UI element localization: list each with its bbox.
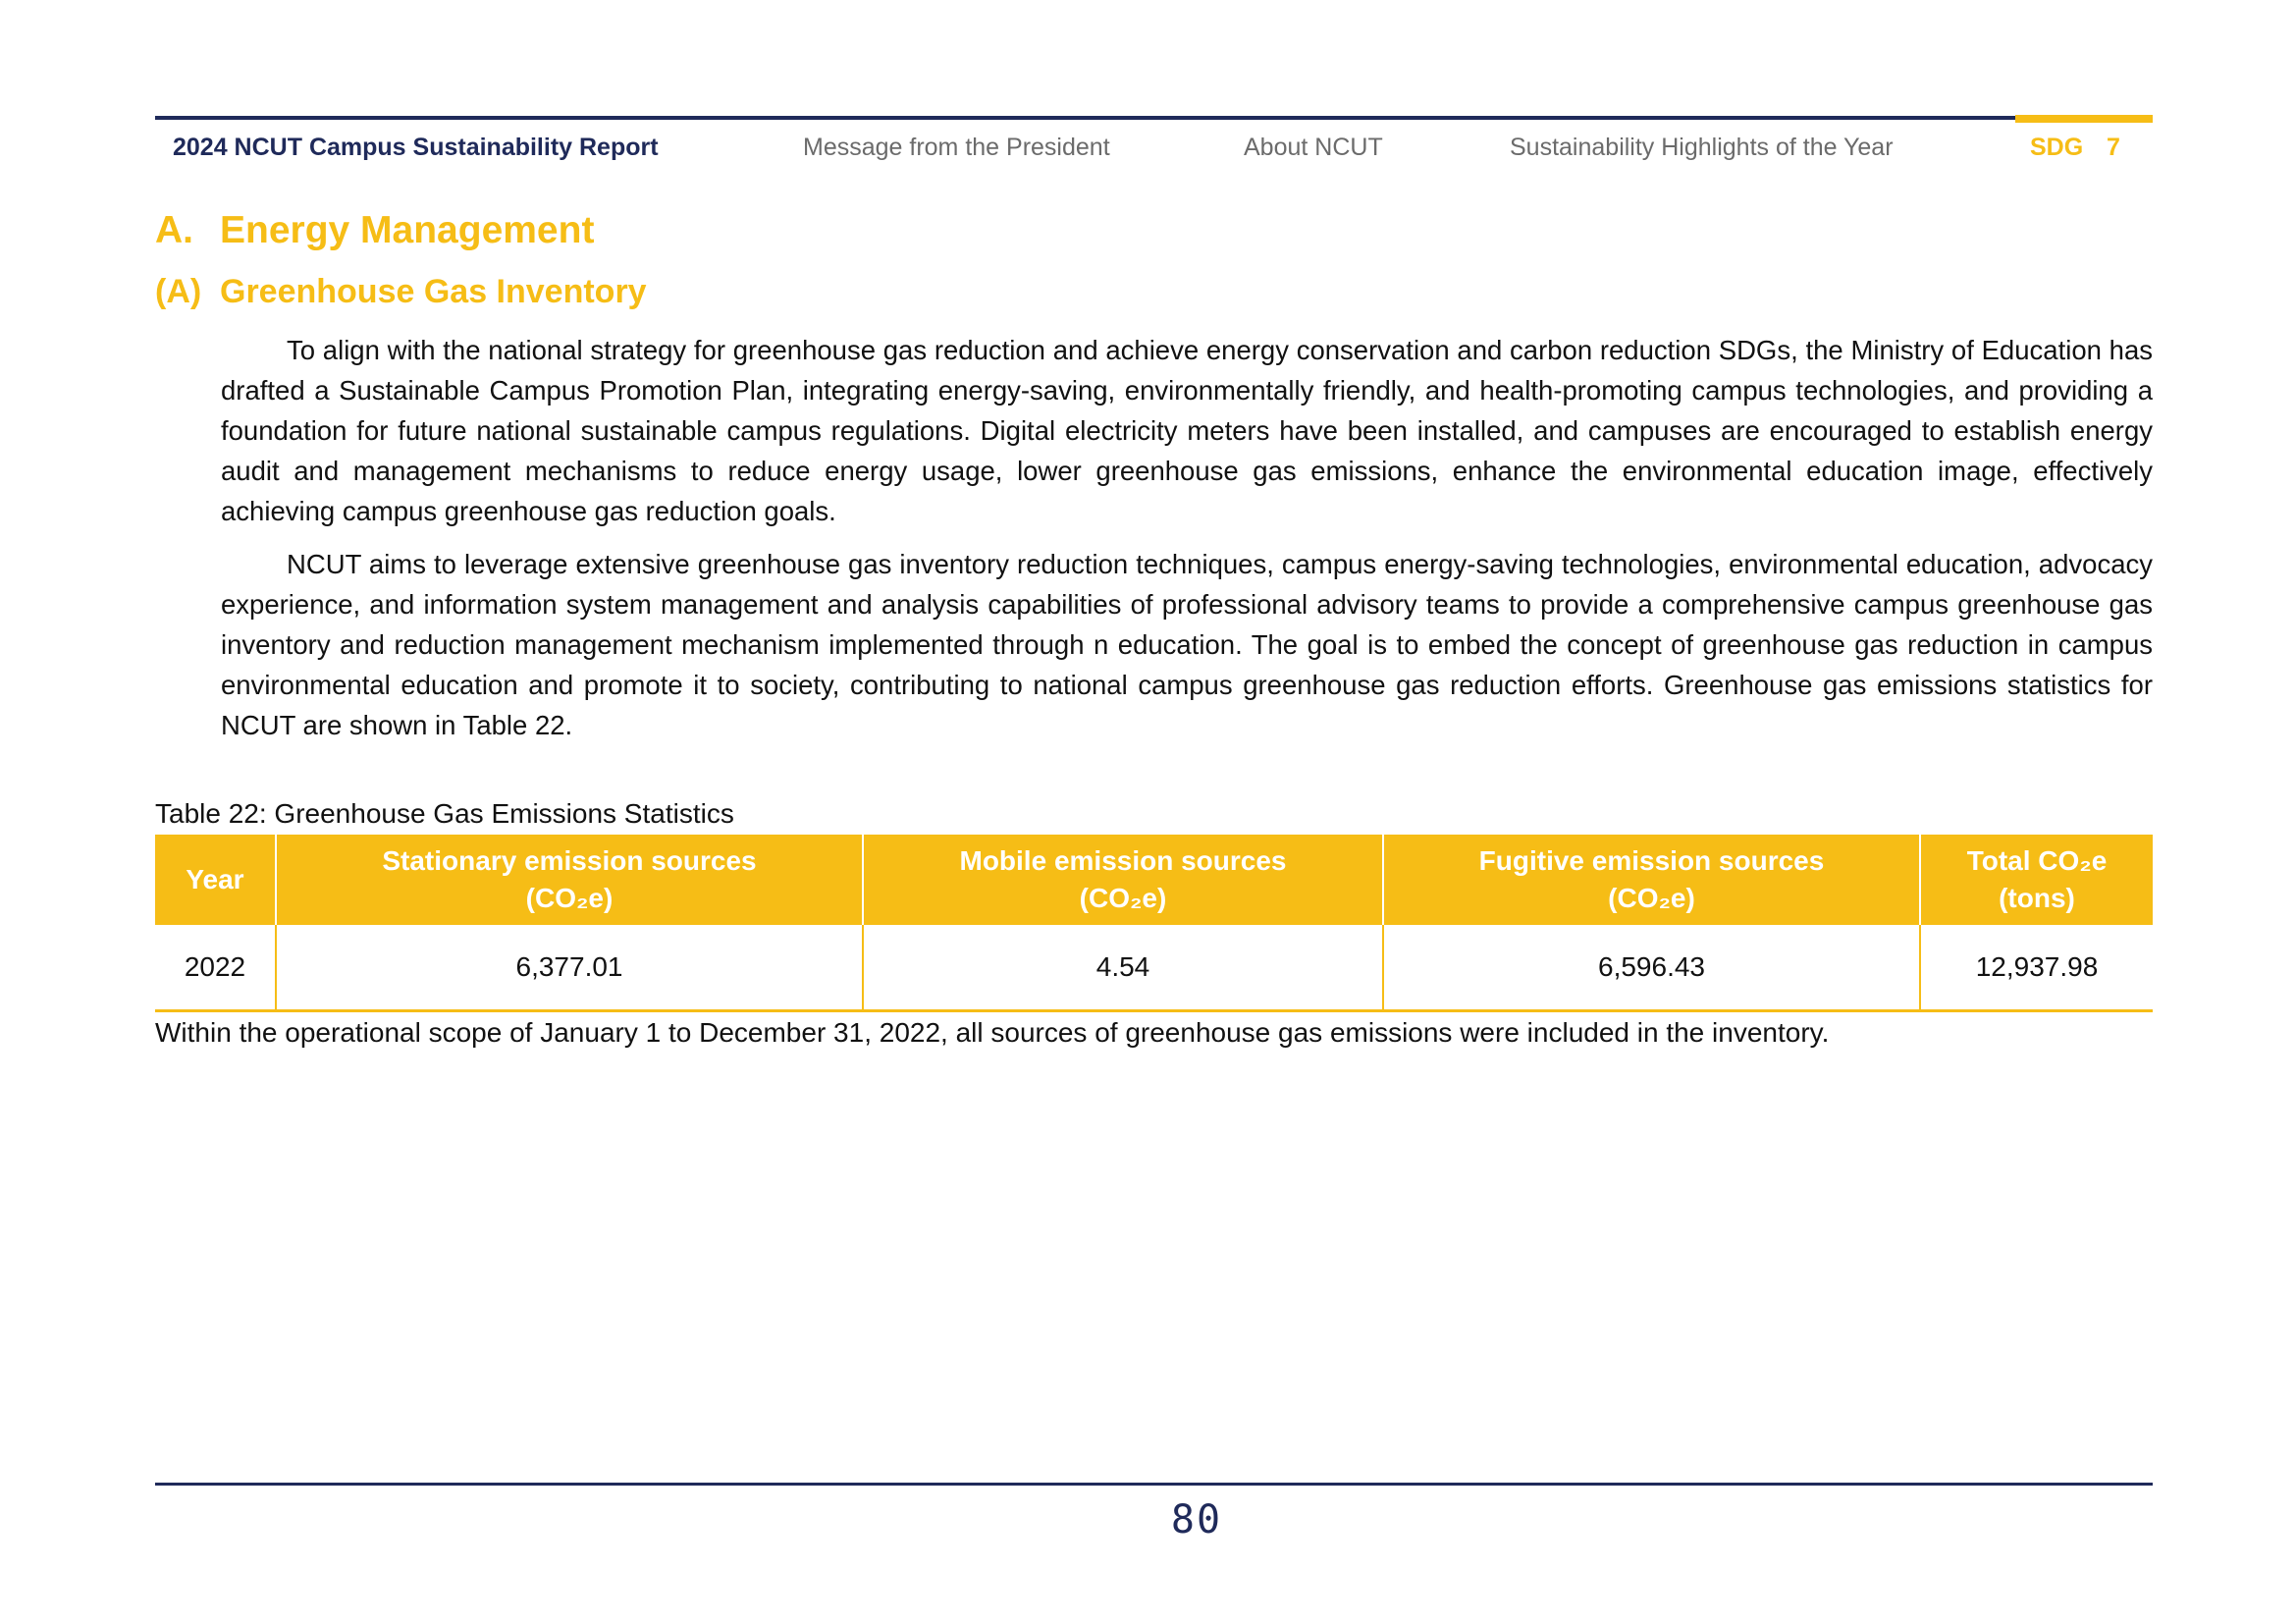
table-header-row <box>155 835 2153 925</box>
subsection-heading <box>155 272 647 311</box>
report-title: 2024 NCUT Campus Sustainability Report <box>173 134 659 161</box>
nav-link-about-ncut[interactable]: About NCUT <box>1244 134 1383 161</box>
page-header <box>155 116 2153 167</box>
nav-link-president-message[interactable]: Message from the President <box>803 134 1110 161</box>
page-number: 80 <box>1170 1497 1223 1543</box>
cell-year: 2022 <box>155 925 276 1011</box>
table-row <box>155 925 2153 1011</box>
nav-link-sustainability-highlights[interactable]: Sustainability Highlights of the Year <box>1510 134 1894 161</box>
cell-total: 12,937.98 <box>1920 925 2153 1011</box>
header-rule-navy <box>155 116 2015 120</box>
sdg-label: SDG <box>2030 134 2084 161</box>
sdg-number: 7 <box>2107 134 2120 161</box>
table-note: Within the operational scope of January 1 to December 31, 2022, all sources of greenhouse gas emissions were included in the inventory. <box>155 1017 1830 1048</box>
body-paragraph-2: NCUT aims to leverage extensive greenhouse gas inventory reduction techniques, campus energy-saving technologies, environmental education, advocacy experience, and information system management and analysis capabilities of professional advisory teams to provide a comprehensive campus greenhouse gas inventory and reduction management mechanism implemented through n education. The goal is to embed the concept of greenhouse gas reduction in campus environmental education and promote it to society, contributing to national campus greenhouse gas reduction efforts. Greenhouse gas emissions statistics for NCUT are shown in Table 22. <box>221 549 2153 740</box>
subsection-marker: (A) <box>155 273 202 310</box>
cell-stationary: 6,377.01 <box>276 925 863 1011</box>
section-marker: A. <box>155 209 193 251</box>
cell-fugitive: 6,596.43 <box>1383 925 1920 1011</box>
section-heading <box>155 208 594 253</box>
header-mobile: Mobile emission sources (CO₂e) <box>863 835 1383 925</box>
cell-mobile: 4.54 <box>863 925 1383 1011</box>
table-caption: Table 22: Greenhouse Gas Emissions Statistics <box>155 798 734 829</box>
header-stationary: Stationary emission sources (CO₂e) <box>276 835 863 925</box>
header-rule-accent <box>2015 115 2153 123</box>
header-total: Total CO₂e (tons) <box>1920 835 2153 925</box>
header-fugitive: Fugitive emission sources (CO₂e) <box>1383 835 1920 925</box>
header-year: Year <box>155 835 276 925</box>
ghg-emissions-table <box>155 835 2153 1012</box>
subsection-title: Greenhouse Gas Inventory <box>220 273 647 310</box>
section-title: Energy Management <box>220 209 595 251</box>
footer-rule <box>155 1483 2153 1486</box>
body-paragraph-1: To align with the national strategy for greenhouse gas reduction and achieve energy conservation and carbon reduction SDGs, the Ministry of Education has drafted a Sustainable Campus Promotion Plan, integrating energy-saving, environmentally friendly, and health-promoting campus technologies, and providing a foundation for future national sustainable campus regulations. Digital electricity meters have been installed, and campuses are encouraged to establish energy audit and management mechanisms to reduce energy usage, lower greenhouse gas emissions, enhance the environmental education image, effectively achieving campus greenhouse gas reduction goals. <box>221 335 2153 526</box>
